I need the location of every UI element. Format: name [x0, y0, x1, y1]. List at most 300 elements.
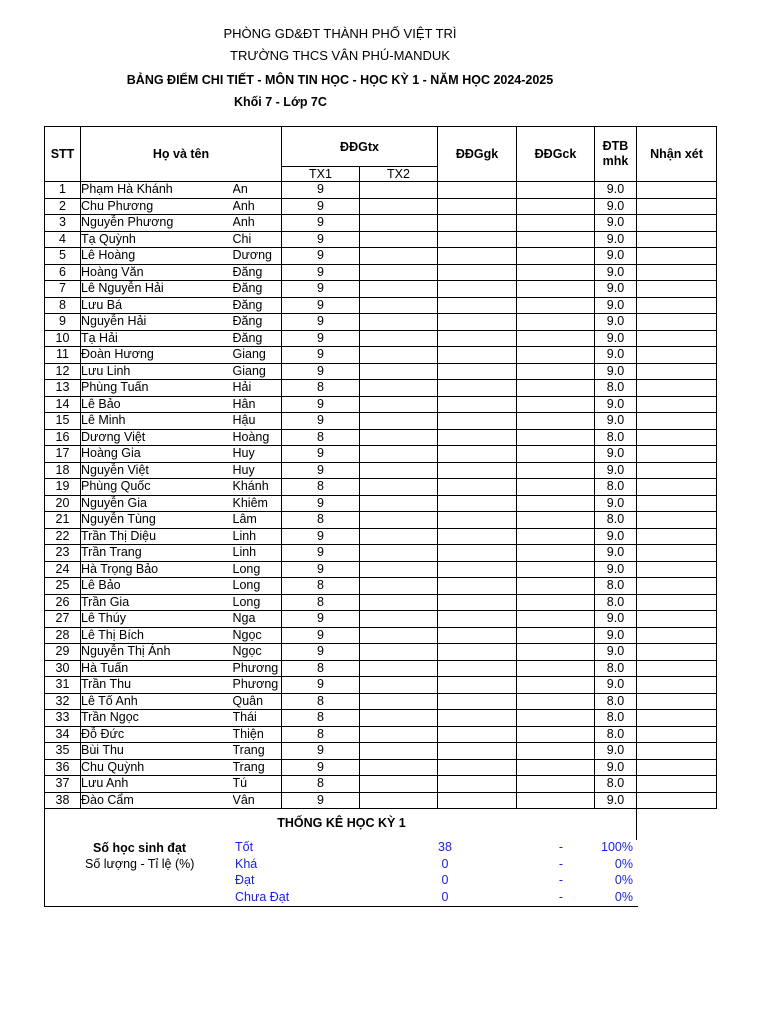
- row-ddggk: [438, 281, 517, 298]
- stats-rank: Tốt: [235, 840, 254, 854]
- school-name: TRƯỜNG THCS VÂN PHÚ-MANDUK: [230, 48, 450, 63]
- row-family-name: Hoàng Gia: [81, 446, 233, 463]
- row-dtb: 8.0: [595, 429, 637, 446]
- row-given-name: Chi: [233, 231, 282, 248]
- row-dtb: 9.0: [595, 330, 637, 347]
- row-ddgck: [517, 512, 595, 529]
- row-ddgck: [517, 314, 595, 331]
- row-ddgck: [517, 627, 595, 644]
- row-given-name: Long: [233, 594, 282, 611]
- row-ddgck: [517, 396, 595, 413]
- row-stt: 15: [45, 413, 81, 430]
- row-given-name: Long: [233, 561, 282, 578]
- row-family-name: Chu Phương: [81, 198, 233, 215]
- document-title: BẢNG ĐIỂM CHI TIẾT - MÔN TIN HỌC - HỌC KỲ 1 - NĂM HỌC 2024-2025: [126, 73, 554, 87]
- row-given-name: Anh: [233, 215, 282, 232]
- row-stt: 12: [45, 363, 81, 380]
- row-given-name: Giang: [233, 347, 282, 364]
- row-comment: [637, 594, 717, 611]
- row-dtb: 9.0: [595, 446, 637, 463]
- row-tx2: [360, 380, 438, 397]
- row-tx1: 9: [282, 182, 360, 199]
- row-ddgck: [517, 264, 595, 281]
- row-comment: [637, 660, 717, 677]
- row-dtb: 8.0: [595, 776, 637, 793]
- row-comment: [637, 182, 717, 199]
- row-dtb: 9.0: [595, 545, 637, 562]
- row-comment: [637, 479, 717, 496]
- row-ddggk: [438, 545, 517, 562]
- row-ddgck: [517, 215, 595, 232]
- row-tx1: 8: [282, 380, 360, 397]
- row-tx2: [360, 297, 438, 314]
- table-row: [45, 330, 717, 347]
- row-comment: [637, 429, 717, 446]
- row-ddgck: [517, 743, 595, 760]
- row-tx2: [360, 314, 438, 331]
- table-row: [45, 182, 717, 199]
- row-ddggk: [438, 660, 517, 677]
- row-tx1: 8: [282, 479, 360, 496]
- row-given-name: Phương: [233, 677, 282, 694]
- row-dtb: 9.0: [595, 182, 637, 199]
- row-ddgck: [517, 726, 595, 743]
- row-stt: 19: [45, 479, 81, 496]
- stats-count: 38: [438, 840, 452, 854]
- table-row: [45, 429, 717, 446]
- row-comment: [637, 578, 717, 595]
- row-family-name: Trần Thu: [81, 677, 233, 694]
- row-tx1: 8: [282, 429, 360, 446]
- row-given-name: Hải: [233, 380, 282, 397]
- row-dtb: 9.0: [595, 528, 637, 545]
- table-row: [45, 578, 717, 595]
- row-dtb: 9.0: [595, 759, 637, 776]
- row-family-name: Trần Thị Diệu: [81, 528, 233, 545]
- row-dtb: 9.0: [595, 413, 637, 430]
- row-tx1: 9: [282, 396, 360, 413]
- row-tx2: [360, 330, 438, 347]
- row-tx1: 9: [282, 759, 360, 776]
- row-comment: [637, 726, 717, 743]
- row-ddgck: [517, 347, 595, 364]
- row-ddgck: [517, 413, 595, 430]
- row-comment: [637, 743, 717, 760]
- row-given-name: Hân: [233, 396, 282, 413]
- row-given-name: Khánh: [233, 479, 282, 496]
- row-family-name: Lưu Anh: [81, 776, 233, 793]
- row-comment: [637, 264, 717, 281]
- row-family-name: Nguyễn Thị Ánh: [81, 644, 233, 661]
- row-ddggk: [438, 759, 517, 776]
- row-ddggk: [438, 479, 517, 496]
- row-ddgck: [517, 297, 595, 314]
- row-comment: [637, 776, 717, 793]
- row-dtb: 9.0: [595, 297, 637, 314]
- row-tx1: 9: [282, 231, 360, 248]
- row-given-name: Linh: [233, 528, 282, 545]
- row-tx2: [360, 512, 438, 529]
- table-row: [45, 446, 717, 463]
- row-tx2: [360, 644, 438, 661]
- row-tx1: 9: [282, 545, 360, 562]
- row-ddgck: [517, 495, 595, 512]
- row-comment: [637, 462, 717, 479]
- row-tx2: [360, 693, 438, 710]
- stats-percent: 100%: [601, 840, 633, 854]
- table-row: [45, 627, 717, 644]
- row-ddggk: [438, 413, 517, 430]
- row-tx1: 9: [282, 198, 360, 215]
- row-given-name: Huy: [233, 462, 282, 479]
- row-ddggk: [438, 693, 517, 710]
- row-comment: [637, 380, 717, 397]
- table-row: [45, 677, 717, 694]
- row-tx1: 8: [282, 594, 360, 611]
- row-dtb: 9.0: [595, 281, 637, 298]
- row-ddggk: [438, 512, 517, 529]
- row-ddggk: [438, 528, 517, 545]
- row-tx2: [360, 792, 438, 809]
- row-family-name: Nguyễn Hải: [81, 314, 233, 331]
- stats-count: 0: [441, 856, 449, 871]
- row-comment: [637, 677, 717, 694]
- row-ddgck: [517, 594, 595, 611]
- row-tx1: 9: [282, 792, 360, 809]
- row-tx1: 9: [282, 495, 360, 512]
- row-stt: 36: [45, 759, 81, 776]
- department-name: PHÒNG GD&ĐT THÀNH PHỐ VIỆT TRÌ: [223, 26, 457, 41]
- row-ddgck: [517, 446, 595, 463]
- row-tx2: [360, 726, 438, 743]
- stats-label-passed: Số học sinh đạt: [93, 841, 187, 855]
- row-comment: [637, 396, 717, 413]
- stats-count: 0: [441, 889, 449, 904]
- row-tx2: [360, 231, 438, 248]
- row-comment: [637, 330, 717, 347]
- row-tx1: 9: [282, 644, 360, 661]
- row-stt: 7: [45, 281, 81, 298]
- table-row: [45, 693, 717, 710]
- table-row: [45, 743, 717, 760]
- row-dtb: 9.0: [595, 743, 637, 760]
- row-ddggk: [438, 710, 517, 727]
- table-row: [45, 759, 717, 776]
- row-ddgck: [517, 231, 595, 248]
- row-dtb: 8.0: [595, 726, 637, 743]
- row-stt: 3: [45, 215, 81, 232]
- table-row: [45, 363, 717, 380]
- row-dtb: 9.0: [595, 198, 637, 215]
- row-family-name: Hà Tuấn: [81, 660, 233, 677]
- row-comment: [637, 792, 717, 809]
- row-comment: [637, 759, 717, 776]
- table-row: [45, 281, 717, 298]
- row-tx1: 8: [282, 693, 360, 710]
- row-dtb: 9.0: [595, 644, 637, 661]
- row-dtb: 9.0: [595, 611, 637, 628]
- row-dtb: 8.0: [595, 693, 637, 710]
- table-row: [45, 462, 717, 479]
- row-given-name: Linh: [233, 545, 282, 562]
- row-tx1: 9: [282, 446, 360, 463]
- row-stt: 5: [45, 248, 81, 265]
- row-comment: [637, 644, 717, 661]
- table-row: [45, 726, 717, 743]
- row-stt: 34: [45, 726, 81, 743]
- table-row: [45, 479, 717, 496]
- row-family-name: Nguyễn Gia: [81, 495, 233, 512]
- row-stt: 6: [45, 264, 81, 281]
- row-ddggk: [438, 627, 517, 644]
- row-tx2: [360, 611, 438, 628]
- row-ddgck: [517, 792, 595, 809]
- stats-row: [45, 857, 638, 873]
- row-given-name: Đăng: [233, 281, 282, 298]
- row-comment: [637, 545, 717, 562]
- row-family-name: Lê Thị Bích: [81, 627, 233, 644]
- row-ddggk: [438, 231, 517, 248]
- row-ddggk: [438, 792, 517, 809]
- row-stt: 27: [45, 611, 81, 628]
- col-dtb: ĐTB mhk: [595, 127, 637, 182]
- row-ddggk: [438, 347, 517, 364]
- row-tx2: [360, 743, 438, 760]
- row-ddggk: [438, 743, 517, 760]
- table-row: [45, 561, 717, 578]
- row-comment: [637, 446, 717, 463]
- stats-row: [45, 840, 638, 856]
- row-tx2: [360, 215, 438, 232]
- row-tx2: [360, 561, 438, 578]
- row-tx2: [360, 363, 438, 380]
- row-tx1: 9: [282, 330, 360, 347]
- row-family-name: Đoàn Hương: [81, 347, 233, 364]
- row-ddgck: [517, 330, 595, 347]
- row-family-name: Nguyễn Tùng: [81, 512, 233, 529]
- row-dtb: 8.0: [595, 594, 637, 611]
- row-family-name: Chu Quỳnh: [81, 759, 233, 776]
- row-tx2: [360, 413, 438, 430]
- row-tx2: [360, 759, 438, 776]
- stats-dash: -: [558, 856, 564, 871]
- row-ddgck: [517, 759, 595, 776]
- class-name: Khối 7 - Lớp 7C: [234, 95, 327, 109]
- col-ddggk: ĐĐGgk: [438, 127, 517, 182]
- row-given-name: An: [233, 182, 282, 199]
- row-dtb: 9.0: [595, 462, 637, 479]
- row-given-name: Dương: [233, 248, 282, 265]
- row-family-name: Lê Nguyễn Hải: [81, 281, 233, 298]
- row-tx2: [360, 578, 438, 595]
- row-tx2: [360, 347, 438, 364]
- col-ddgtx: ĐĐGtx: [282, 127, 438, 167]
- row-dtb: 9.0: [595, 561, 637, 578]
- table-row: [45, 594, 717, 611]
- row-stt: 35: [45, 743, 81, 760]
- table-row: [45, 644, 717, 661]
- row-given-name: Đăng: [233, 314, 282, 331]
- row-stt: 25: [45, 578, 81, 595]
- row-stt: 33: [45, 710, 81, 727]
- row-stt: 32: [45, 693, 81, 710]
- row-tx2: [360, 660, 438, 677]
- stats-rank: Chưa Đạt: [235, 889, 290, 904]
- row-ddgck: [517, 198, 595, 215]
- row-given-name: Tú: [233, 776, 282, 793]
- row-ddggk: [438, 594, 517, 611]
- table-row: [45, 660, 717, 677]
- row-given-name: Thiện: [233, 726, 282, 743]
- row-given-name: Đăng: [233, 330, 282, 347]
- row-ddgck: [517, 380, 595, 397]
- row-comment: [637, 231, 717, 248]
- row-family-name: Tạ Hải: [81, 330, 233, 347]
- row-given-name: Vân: [233, 792, 282, 809]
- row-dtb: 9.0: [595, 677, 637, 694]
- row-tx2: [360, 182, 438, 199]
- row-ddggk: [438, 429, 517, 446]
- table-row: [45, 380, 717, 397]
- row-tx2: [360, 677, 438, 694]
- table-row: [45, 545, 717, 562]
- table-row: [45, 710, 717, 727]
- table-row: [45, 792, 717, 809]
- grade-table: [44, 126, 717, 809]
- row-family-name: Lê Bảo: [81, 396, 233, 413]
- row-ddggk: [438, 726, 517, 743]
- row-ddggk: [438, 182, 517, 199]
- row-given-name: Hoàng: [233, 429, 282, 446]
- row-family-name: Nguyễn Việt: [81, 462, 233, 479]
- row-ddggk: [438, 264, 517, 281]
- row-tx2: [360, 248, 438, 265]
- row-tx2: [360, 528, 438, 545]
- row-dtb: 9.0: [595, 495, 637, 512]
- row-ddgck: [517, 561, 595, 578]
- row-given-name: Anh: [233, 198, 282, 215]
- row-given-name: Đăng: [233, 297, 282, 314]
- row-dtb: 9.0: [595, 792, 637, 809]
- row-tx2: [360, 198, 438, 215]
- row-stt: 17: [45, 446, 81, 463]
- row-comment: [637, 198, 717, 215]
- table-row: [45, 776, 717, 793]
- row-family-name: Lê Hoàng: [81, 248, 233, 265]
- stats-divider: [636, 808, 637, 840]
- row-ddgck: [517, 528, 595, 545]
- row-stt: 24: [45, 561, 81, 578]
- row-comment: [637, 248, 717, 265]
- row-tx2: [360, 495, 438, 512]
- row-ddggk: [438, 446, 517, 463]
- row-family-name: Hà Trọng Bảo: [81, 561, 233, 578]
- row-family-name: Lưu Bá: [81, 297, 233, 314]
- row-comment: [637, 495, 717, 512]
- row-tx1: 9: [282, 413, 360, 430]
- row-ddggk: [438, 578, 517, 595]
- row-tx2: [360, 264, 438, 281]
- table-row: [45, 396, 717, 413]
- row-given-name: Quân: [233, 693, 282, 710]
- row-ddggk: [438, 677, 517, 694]
- row-comment: [637, 611, 717, 628]
- row-dtb: 8.0: [595, 512, 637, 529]
- stats-title: THỐNG KÊ HỌC KỲ 1: [277, 816, 406, 830]
- row-stt: 1: [45, 182, 81, 199]
- stats-row: [45, 890, 638, 906]
- row-comment: [637, 528, 717, 545]
- row-tx1: 8: [282, 512, 360, 529]
- row-dtb: 9.0: [595, 215, 637, 232]
- row-tx1: 9: [282, 677, 360, 694]
- row-comment: [637, 561, 717, 578]
- row-tx1: 8: [282, 776, 360, 793]
- row-dtb: 9.0: [595, 363, 637, 380]
- row-ddggk: [438, 396, 517, 413]
- table-row: [45, 215, 717, 232]
- row-family-name: Lê Minh: [81, 413, 233, 430]
- row-ddggk: [438, 314, 517, 331]
- row-stt: 21: [45, 512, 81, 529]
- row-tx1: 9: [282, 248, 360, 265]
- row-stt: 2: [45, 198, 81, 215]
- table-row: [45, 297, 717, 314]
- row-ddgck: [517, 644, 595, 661]
- row-family-name: Bùi Thu: [81, 743, 233, 760]
- row-dtb: 8.0: [595, 380, 637, 397]
- row-comment: [637, 413, 717, 430]
- row-family-name: Nguyễn Phương: [81, 215, 233, 232]
- row-tx2: [360, 396, 438, 413]
- row-stt: 37: [45, 776, 81, 793]
- row-stt: 23: [45, 545, 81, 562]
- row-dtb: 9.0: [595, 314, 637, 331]
- row-ddgck: [517, 611, 595, 628]
- row-comment: [637, 627, 717, 644]
- stats-percent: 0%: [614, 889, 633, 904]
- table-row: [45, 611, 717, 628]
- col-tx1: TX1: [282, 167, 360, 182]
- row-dtb: 8.0: [595, 479, 637, 496]
- row-stt: 31: [45, 677, 81, 694]
- row-tx1: 9: [282, 347, 360, 364]
- student-rows: [45, 182, 717, 809]
- row-family-name: Đào Cẩm: [81, 792, 233, 809]
- table-row: [45, 495, 717, 512]
- row-tx2: [360, 710, 438, 727]
- row-tx1: 9: [282, 215, 360, 232]
- row-tx1: 8: [282, 710, 360, 727]
- row-comment: [637, 347, 717, 364]
- stats-rank: Khá: [235, 856, 258, 871]
- row-dtb: 9.0: [595, 248, 637, 265]
- row-stt: 4: [45, 231, 81, 248]
- row-dtb: 9.0: [595, 264, 637, 281]
- row-tx2: [360, 429, 438, 446]
- stats-percent: 0%: [614, 856, 633, 871]
- row-family-name: Đỗ Đức: [81, 726, 233, 743]
- row-ddgck: [517, 248, 595, 265]
- row-ddgck: [517, 479, 595, 496]
- row-tx2: [360, 281, 438, 298]
- row-ddgck: [517, 281, 595, 298]
- table-row: [45, 413, 717, 430]
- row-comment: [637, 281, 717, 298]
- stats-section: [44, 808, 638, 907]
- table-row: [45, 347, 717, 364]
- stats-percent: 0%: [614, 873, 633, 887]
